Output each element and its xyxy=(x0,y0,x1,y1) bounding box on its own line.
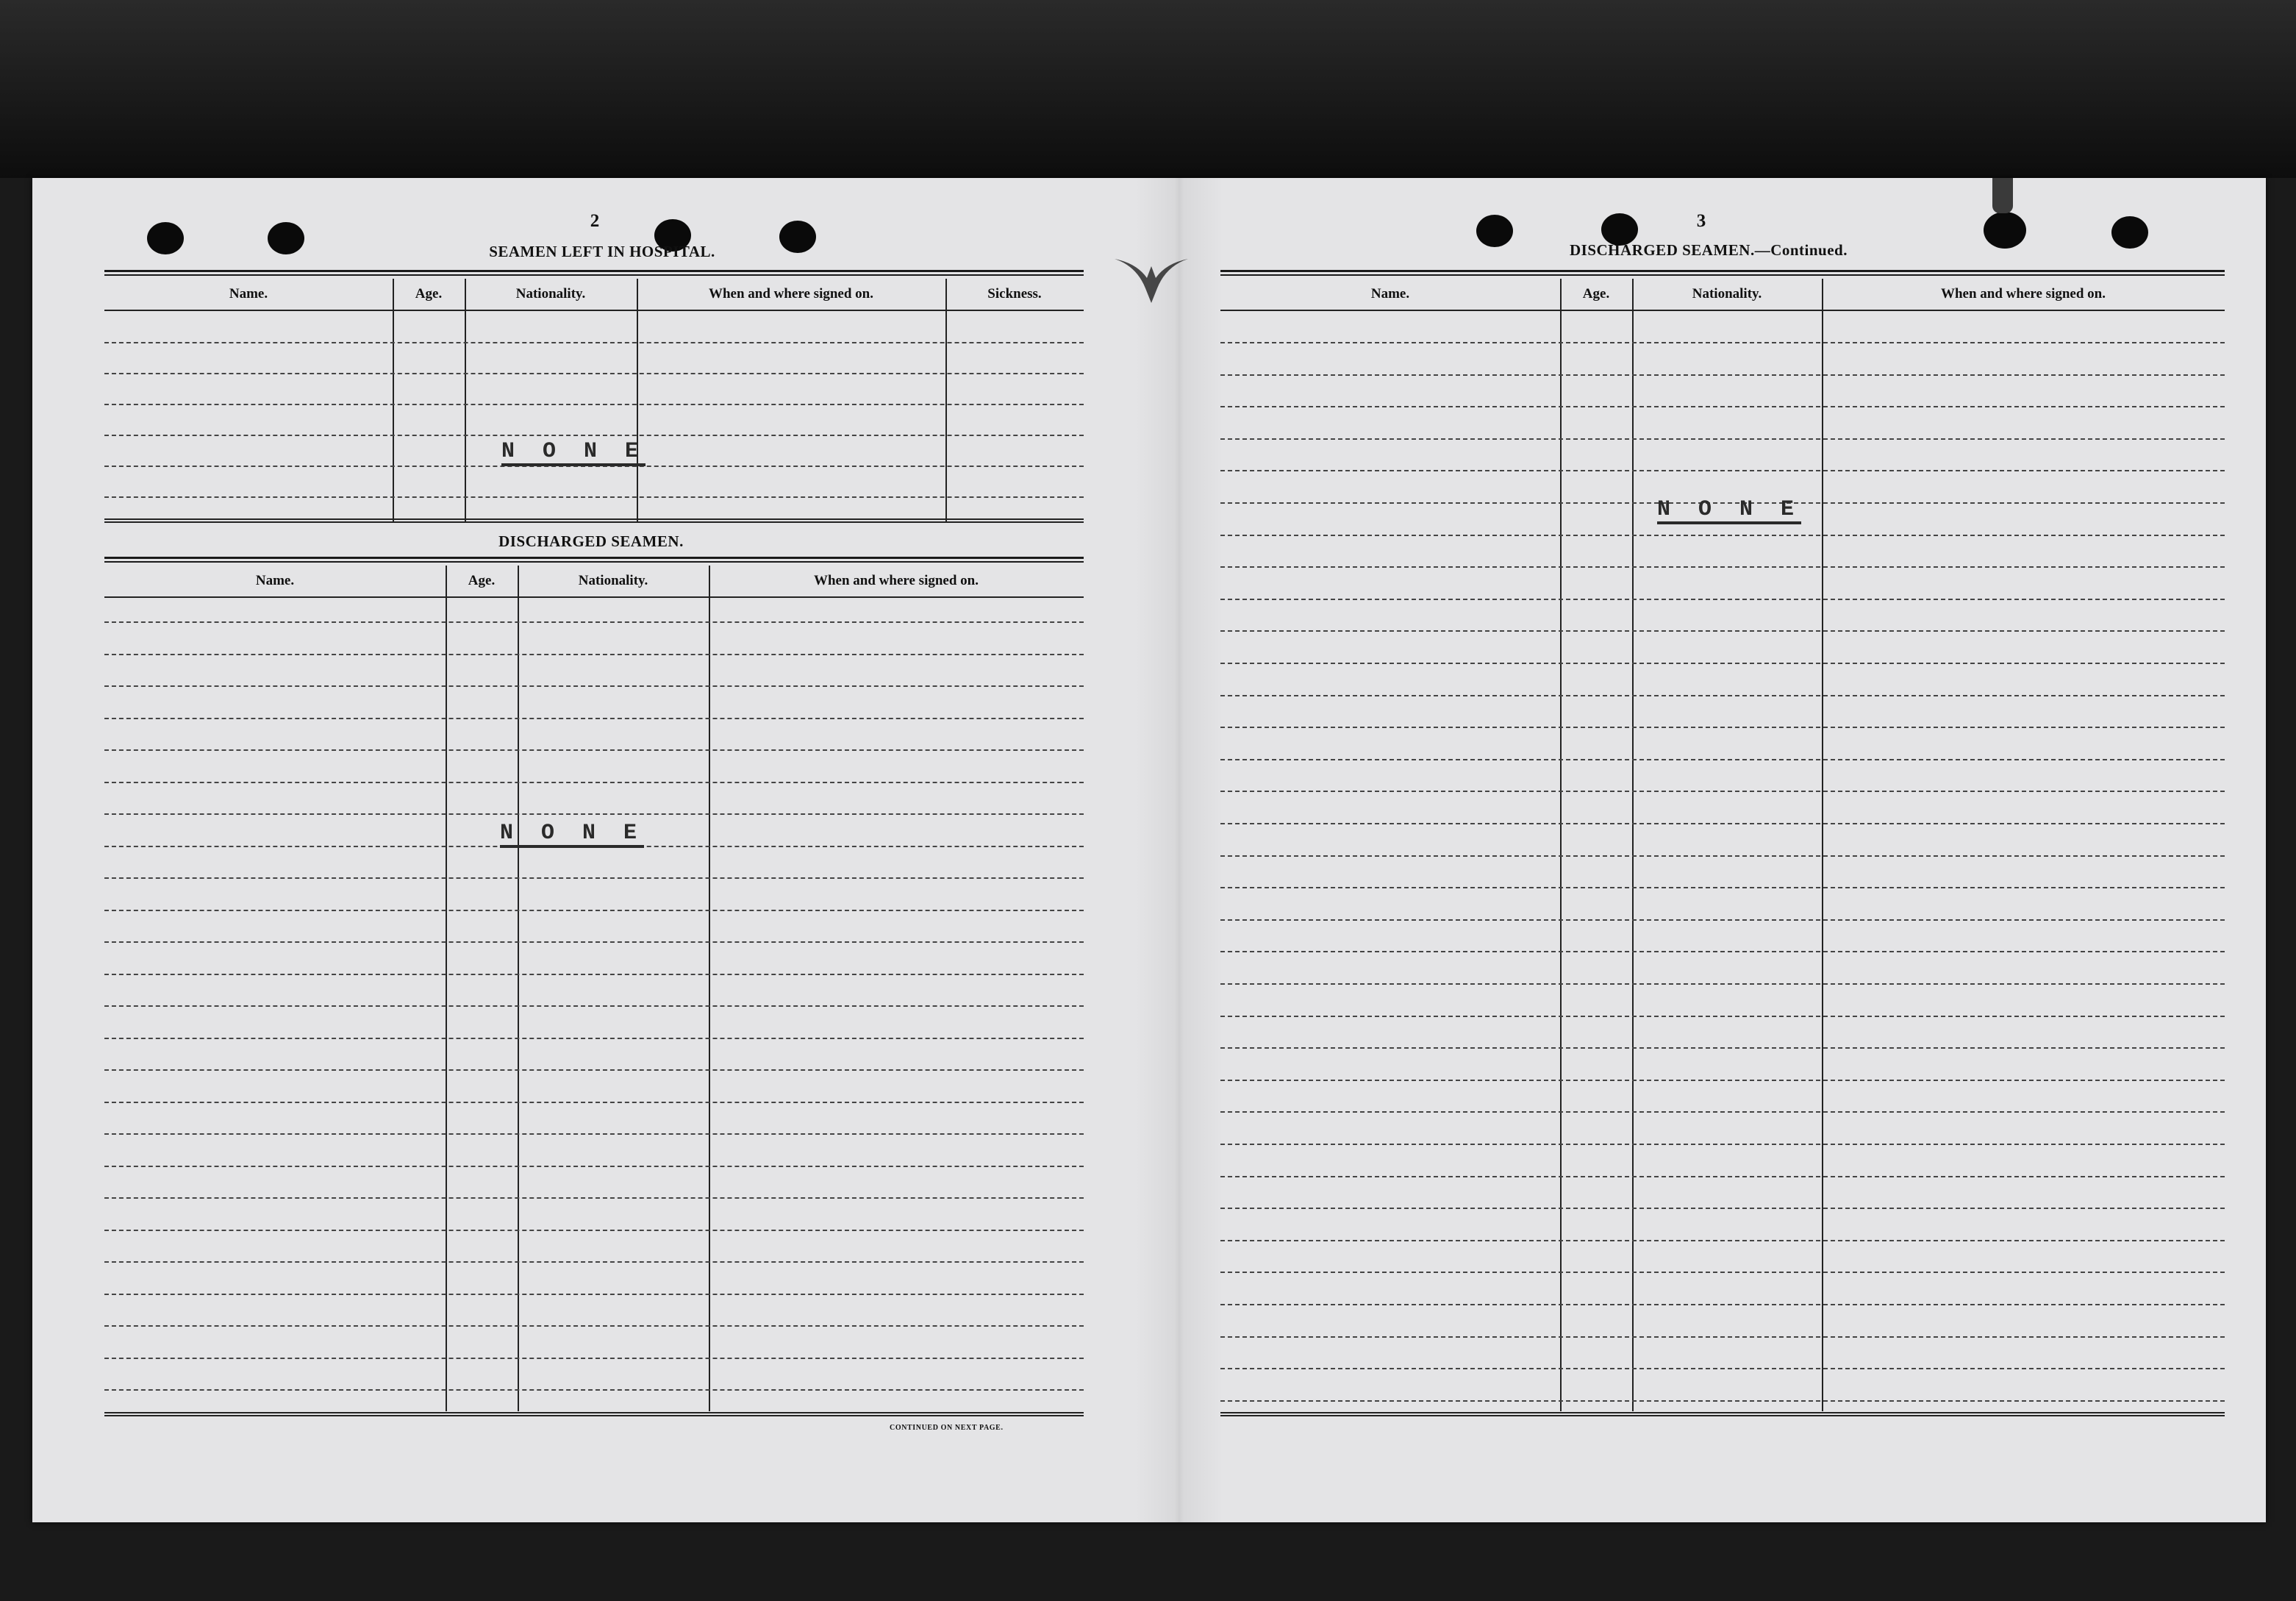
table-row xyxy=(104,1294,1084,1295)
table-row xyxy=(1220,855,2225,857)
table-row xyxy=(1220,823,2225,824)
table-row xyxy=(1220,1176,2225,1177)
table-row xyxy=(1220,342,2225,343)
column-header-sickness: Sickness. xyxy=(987,286,1042,302)
column-divider xyxy=(465,279,466,521)
table-row xyxy=(1220,1272,2225,1273)
discharged-continued-title: DISCHARGED SEAMEN.—Continued. xyxy=(1570,241,1848,259)
column-header-nationality: Nationality. xyxy=(578,573,648,588)
table-bottom-rule xyxy=(1220,1412,2225,1416)
table-header-row xyxy=(1220,279,2225,311)
eagle-emblem-icon xyxy=(1107,244,1195,310)
table-top-rule xyxy=(104,270,1084,276)
table-row xyxy=(104,496,1084,498)
table-row xyxy=(1220,983,2225,985)
table-row xyxy=(1220,1240,2225,1241)
table-row xyxy=(104,621,1084,623)
column-divider xyxy=(945,279,947,521)
table-row xyxy=(1220,1368,2225,1369)
discharged-table-left xyxy=(104,557,1084,1601)
column-header-signed-on: When and where signed on. xyxy=(1940,286,2106,302)
column-header-nationality: Nationality. xyxy=(1692,286,1762,302)
table-row xyxy=(1220,919,2225,921)
tear-mark xyxy=(1992,178,2013,213)
continued-footer: CONTINUED ON NEXT PAGE. xyxy=(890,1424,1004,1432)
table-row xyxy=(104,1358,1084,1359)
punch-hole xyxy=(2111,216,2148,249)
hospital-table xyxy=(104,270,1084,520)
column-header-name: Name. xyxy=(229,286,268,302)
column-header-age: Age. xyxy=(1582,286,1610,302)
table-row xyxy=(1220,470,2225,471)
column-divider xyxy=(1822,279,1823,1411)
punch-hole xyxy=(1984,212,2026,249)
right-none-stamp: N O N E xyxy=(1657,499,1801,524)
table-row xyxy=(1220,1208,2225,1209)
column-header-age: Age. xyxy=(468,573,496,588)
column-divider xyxy=(393,279,394,521)
table-row xyxy=(104,813,1084,815)
table-row xyxy=(1220,535,2225,536)
table-row xyxy=(104,718,1084,719)
column-divider xyxy=(446,566,447,1411)
table-row xyxy=(1220,1111,2225,1113)
center-fold xyxy=(1135,178,1223,1522)
table-row xyxy=(104,1197,1084,1199)
table-row xyxy=(1220,599,2225,600)
table-row xyxy=(104,941,1084,943)
table-row xyxy=(1220,1080,2225,1081)
column-header-signed-on: When and where signed on. xyxy=(708,286,873,302)
table-row xyxy=(104,1133,1084,1135)
punch-hole xyxy=(1476,215,1513,247)
table-row xyxy=(104,910,1084,911)
table-row xyxy=(104,1261,1084,1263)
table-top-rule xyxy=(104,557,1084,563)
table-row xyxy=(1220,727,2225,728)
discharged-section-title: DISCHARGED SEAMEN. xyxy=(498,532,684,550)
table-row xyxy=(104,1005,1084,1007)
table-row xyxy=(104,1389,1084,1391)
table-row xyxy=(1220,566,2225,568)
column-divider xyxy=(1560,279,1562,1411)
table-header-row xyxy=(104,566,1084,598)
table-row xyxy=(104,1230,1084,1231)
table-row xyxy=(1220,1016,2225,1017)
table-row xyxy=(1220,630,2225,632)
table-row xyxy=(104,342,1084,343)
table-bottom-rule xyxy=(104,1412,1084,1416)
page-number-left: 2 xyxy=(590,211,600,231)
table-row xyxy=(104,404,1084,405)
table-row xyxy=(104,877,1084,879)
table-row xyxy=(1220,791,2225,792)
table-bottom-rule xyxy=(104,518,1084,523)
table-row xyxy=(104,654,1084,655)
table-row xyxy=(104,1102,1084,1103)
table-row xyxy=(104,1325,1084,1327)
table-row xyxy=(1220,374,2225,376)
column-header-age: Age. xyxy=(415,286,443,302)
table-row xyxy=(104,974,1084,975)
punch-hole xyxy=(268,222,304,254)
table-row xyxy=(104,1038,1084,1039)
column-divider xyxy=(1632,279,1634,1411)
table-row xyxy=(104,435,1084,436)
table-row xyxy=(1220,663,2225,664)
column-divider xyxy=(709,566,710,1411)
table-header-row xyxy=(104,279,1084,311)
table-row xyxy=(104,685,1084,687)
column-divider xyxy=(518,566,519,1411)
scanner-background xyxy=(0,0,2296,178)
hospital-none-stamp: N O N E xyxy=(501,441,645,466)
punch-hole xyxy=(147,222,184,254)
table-top-rule xyxy=(1220,270,2225,276)
table-row xyxy=(1220,1144,2225,1145)
table-row xyxy=(104,1069,1084,1071)
table-row xyxy=(1220,406,2225,407)
table-row xyxy=(1220,1336,2225,1338)
table-row xyxy=(1220,951,2225,952)
table-row xyxy=(104,749,1084,751)
table-row xyxy=(1220,1047,2225,1049)
table-row xyxy=(1220,695,2225,696)
table-row xyxy=(104,1166,1084,1167)
hospital-section-title: SEAMEN LEFT IN HOSPITAL. xyxy=(489,243,715,260)
table-row xyxy=(1220,759,2225,760)
table-row xyxy=(104,782,1084,783)
column-header-nationality: Nationality. xyxy=(515,286,586,302)
table-row xyxy=(1220,887,2225,888)
page-number-right: 3 xyxy=(1696,211,1706,231)
table-row xyxy=(1220,438,2225,440)
form-spread xyxy=(32,178,2266,1522)
column-header-name: Name. xyxy=(1370,286,1410,302)
table-row xyxy=(104,373,1084,374)
discharged-none-stamp: N O N E xyxy=(500,822,644,848)
punch-hole xyxy=(779,221,816,253)
column-header-signed-on: When and where signed on. xyxy=(813,573,979,588)
discharged-table-right xyxy=(1220,270,2225,1594)
table-row xyxy=(1220,1400,2225,1402)
table-row xyxy=(1220,1304,2225,1305)
column-header-name: Name. xyxy=(255,573,295,588)
column-divider xyxy=(637,279,638,521)
